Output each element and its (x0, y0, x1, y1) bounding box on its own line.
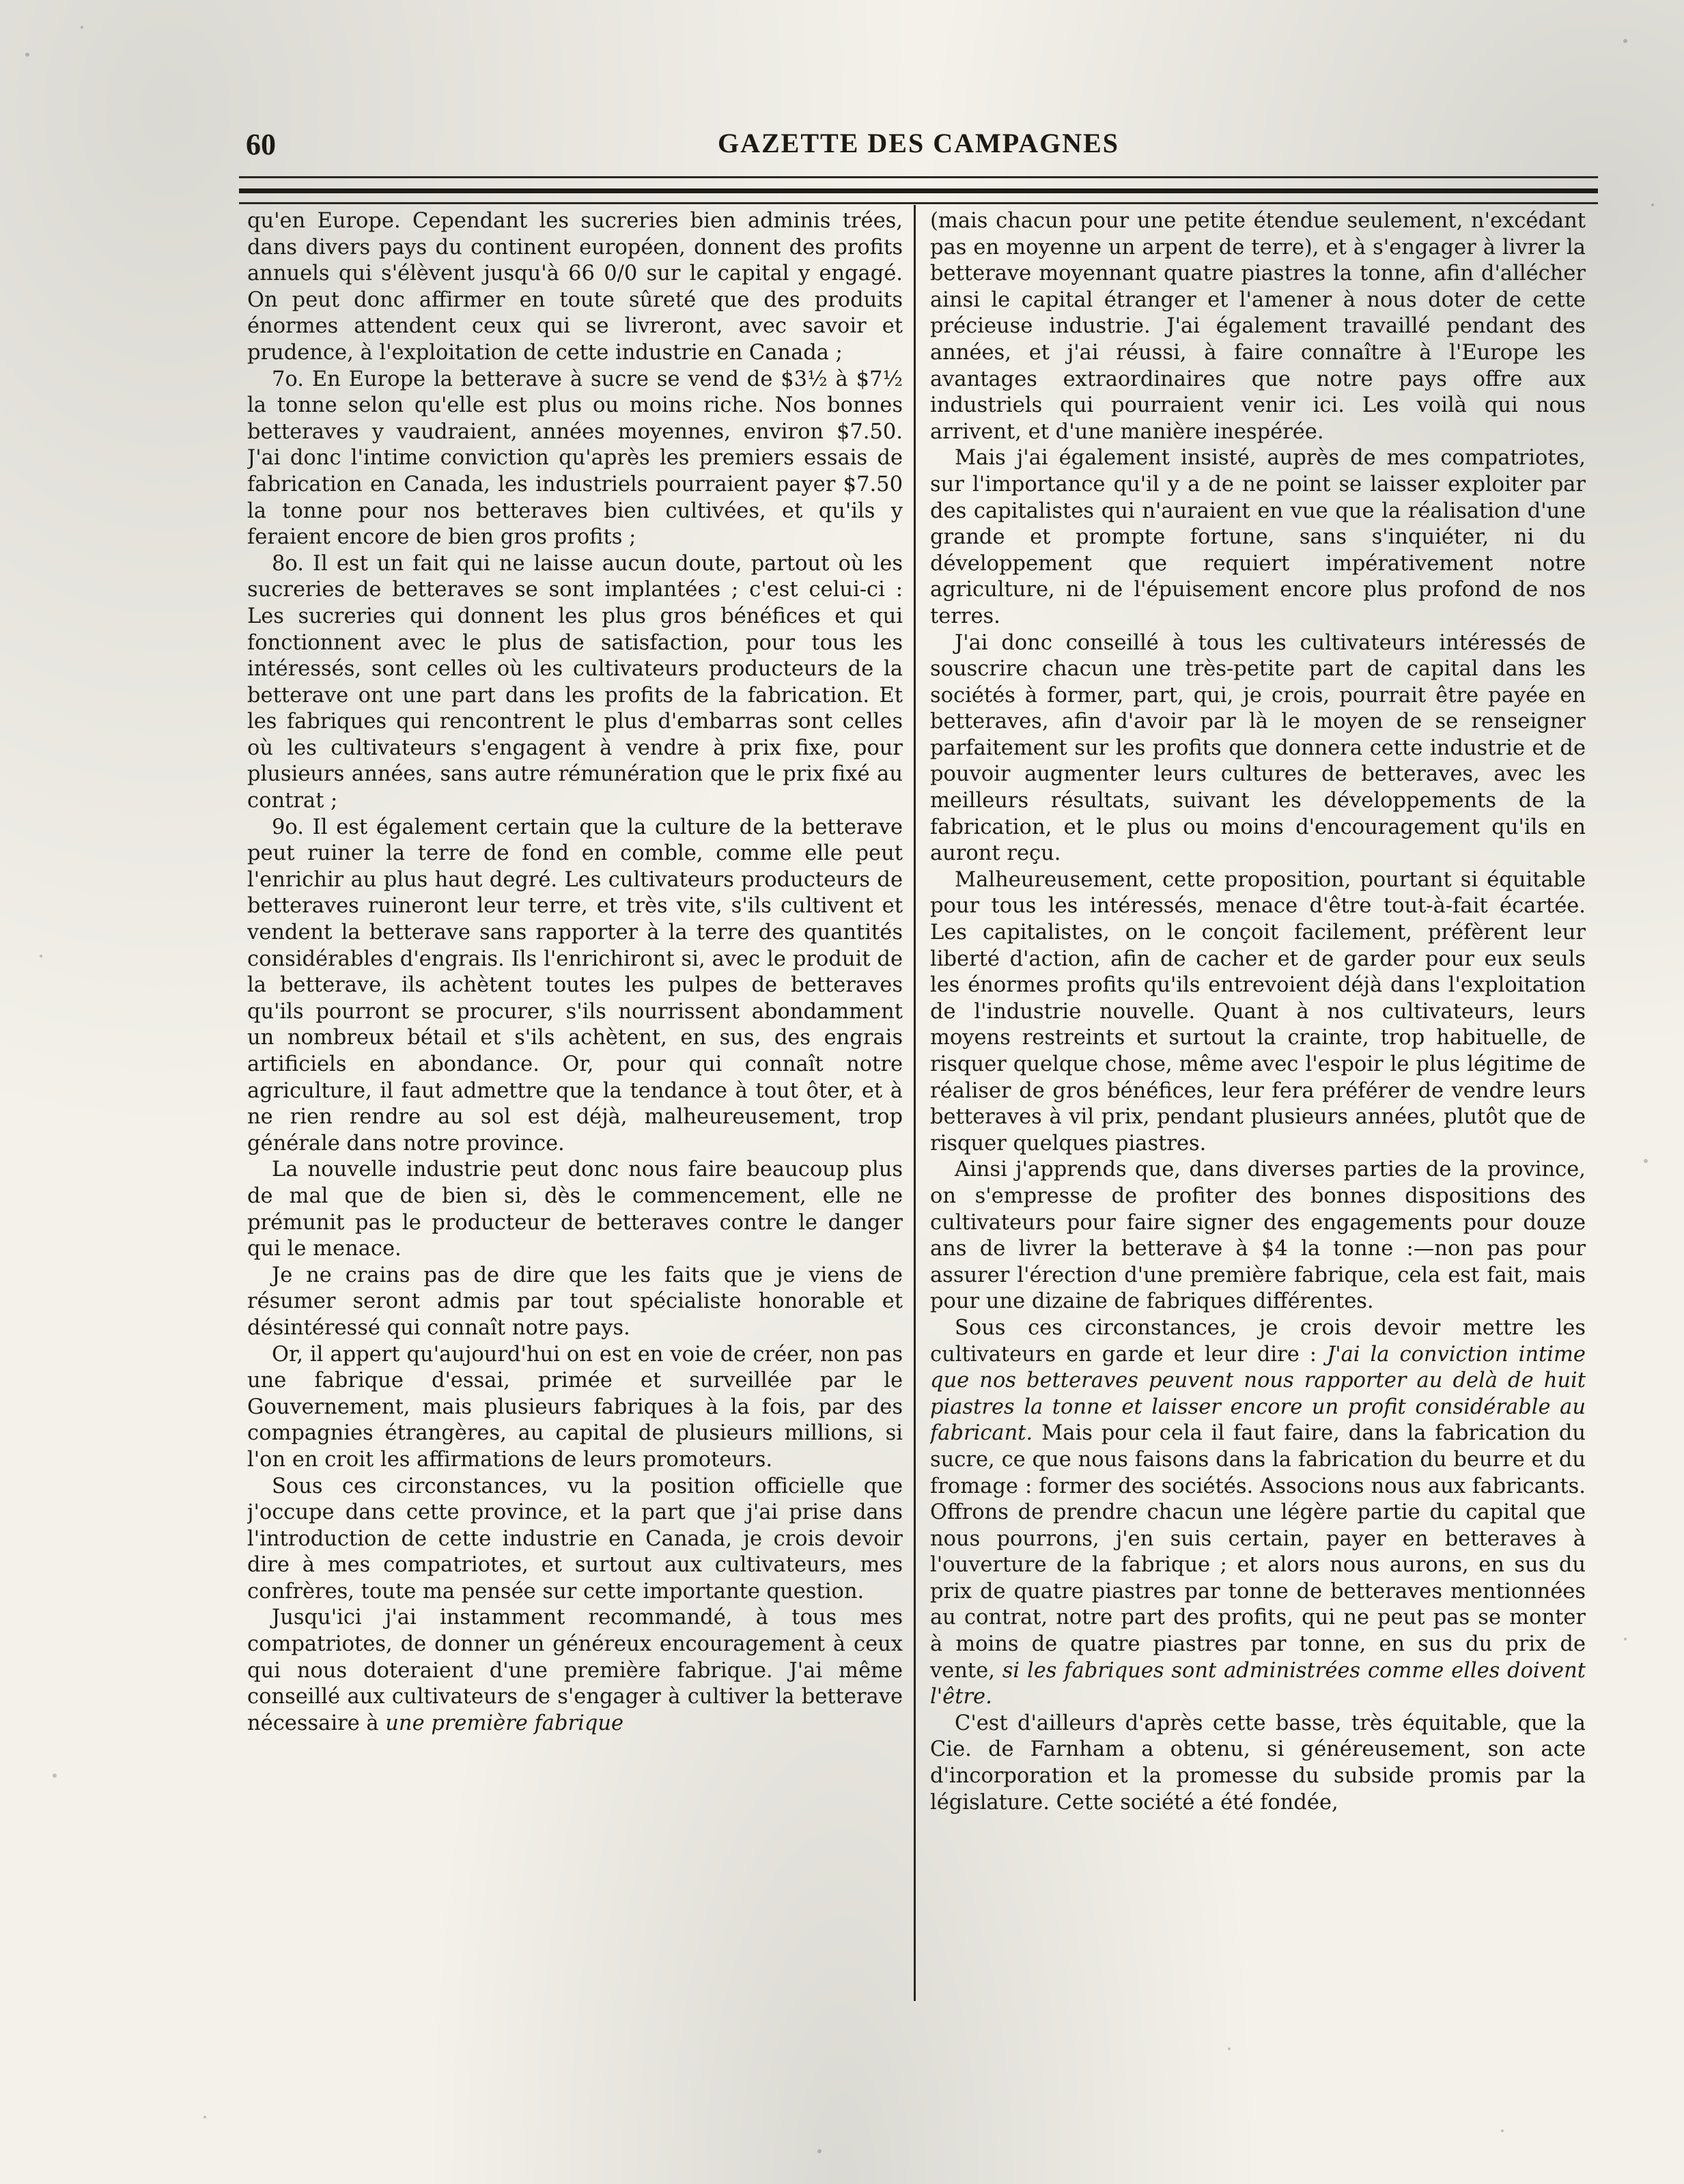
left-column (247, 208, 903, 1998)
paragraph-text: Sous ces circonstances, je crois devoir mettre les cultivateurs en garde et leur dire : (930, 1315, 1586, 1367)
italic-phrase: si les fabriques sont administrées comme elles doivent l'être. (930, 1658, 1586, 1709)
paragraph: C'est d'ailleurs d'après cette basse, très équitable, que la Cie. de Farnham a obtenu, si généreusement, son acte d'incorporation et la promesse du subside promis par la législature. Cette société a été fondée, (930, 1711, 1586, 1815)
header-rule-thick (239, 188, 1598, 193)
paragraph: Ainsi j'apprends que, dans diverses parties de la province, on s'empresse de profiter des bonnes dispositions des cultivateurs pour faire signer des engagements pour douze ans de livrer la betterave à $4 la tonne :—non pas pour assurer l'érection d'une première fabrique, cela est fait, mais pour une dizaine de fabriques différentes. (930, 1158, 1586, 1314)
header-rule-thin (239, 176, 1598, 178)
paragraph: Or, il appert qu'aujourd'hui on est en voie de créer, non pas une fabrique d'essai, primée et surveillée par le Gouvernement, mais plusieurs fabriques à la fois, par des compagnies étrangères, au capital de plusieurs millions, si l'on en croit les affirmations de leurs promoteurs. (247, 1342, 903, 1472)
paragraph: qu'en Europe. Cependant les sucreries bien adminis trées, dans divers pays du continent européen, donnent des profits annuels qui s'élèvent jusqu'à 66 0/0 sur le capital y engagé. On peut donc affirmer en toute sûreté que des produits énormes attendent ceux qui se livreront, avec savoir et prudence, à l'exploitation de cette industrie en Canada ; (247, 209, 903, 365)
page-header (239, 123, 1598, 171)
paragraph: 8o. Il est un fait qui ne laisse aucun doute, partout où les sucreries de betteraves se sont implantées ; c'est celui-ci : Les sucreries qui donnent les plus gros bénéfices et qui fonctionnent avec le plus de satisfaction, pour tous les intéressés, sont celles où les cultivateurs producteurs de la betterave ont une part dans les profits de la fabrication. Et les fabriques qui rencontrent le plus d'embarras sont celles où les cultivateurs s'engagent à vendre à prix fixe, pour plusieurs années, sans autre rémunération que le prix fixé au contrat ; (247, 551, 903, 813)
paragraph: Mais j'ai également insisté, auprès de mes compatriotes, sur l'importance qu'il y a de ne point se laisser exploiter par des capitalistes qui n'auraient en vue que la réalisation d'une grande et prompte fortune, sans s'inquiéter, ni du développement que requiert impérativement notre agriculture, ni de l'épuisement encore plus profond de nos terres. (930, 446, 1586, 628)
paragraph-text: Mais pour cela il faut faire, dans la fabrication du sucre, ce que nous faisons dans la fabrication du beurre et du fromage : former des sociétés. Associons nous aux fabricants. Offrons de prendre chacun une légère partie du capital que nous pourrons, j'en suis certain, payer en betteraves à l'ouverture de la fabrique ; et alors nous aurons, en sus du prix de quatre piastres par tonne de betteraves mentionnées au contrat, notre part des profits, qui ne peut pas se monter à moins de quatre piastres par tonne, en sus du prix de vente, (930, 1421, 1586, 1683)
paragraph: Je ne crains pas de dire que les faits que je viens de résumer seront admis par tout spécialiste honorable et désintéressé qui connaît notre pays. (247, 1263, 903, 1340)
column-divider (914, 205, 916, 2001)
paragraph: J'ai donc conseillé à tous les cultivateurs intéressés de souscrire chacun une très-petite part de capital dans les sociétés à former, part, qui, je crois, pourrait être payée en betteraves, afin d'avoir par là le moyen de se renseigner parfaitement sur les profits que donnera cette industrie et de pouvoir augmenter leurs cultures de betteraves, avec les meilleurs résultats, suivant les développements de la fabrication, et le plus ou moins d'encouragement qu'ils en auront reçu. (930, 630, 1586, 866)
paragraph-text: Jusqu'ici j'ai instamment recommandé, à tous mes compatriotes, de donner un généreux encouragement à ceux qui nous doteraient d'une première fabrique. J'ai même conseillé aux cultivateurs de s'engager à cultiver la betterave nécessaire à (247, 1606, 903, 1735)
italic-phrase: J'ai la conviction intime que nos betteraves peuvent nous rapporter au delà de huit piastres la tonne et laisser encore un profit considérable au fabricant. (930, 1342, 1586, 1446)
paragraph: Sous ces circonstances, vu la position officielle que j'occupe dans cette province, et la part que j'ai prise dans l'introduction de cette industrie en Canada, je crois devoir dire à mes compatriotes, et surtout aux cultivateurs, mes confrères, toute ma pensée sur cette importante question. (247, 1474, 903, 1604)
paragraph: 7o. En Europe la betterave à sucre se vend de $3½ à $7½ la tonne selon qu'elle est plus ou moins riche. Nos bonnes betteraves y vaudraient, années moyennes, environ $7.50. J'ai donc l'intime conviction qu'après les premiers essais de fabrication en Canada, les industriels pourraient payer $7.50 la tonne pour nos betteraves bien cultivées, et qu'ils y feraient encore de bien gros profits ; (247, 367, 903, 550)
journal-title: GAZETTE DES CAMPAGNES (717, 128, 1119, 158)
paragraph: 9o. Il est également certain que la culture de la betterave peut ruiner la terre de fond en comble, comme elle peut l'enrichir au plus haut degré. Les cultivateurs producteurs de betteraves ruineront leur terre, et très vite, s'ils cultivent et vendent la betterave sans rapporter à la terre des quantités considérables d'engrais. Ils l'enrichiront si, avec le produit de la betterave, ils achètent toutes les pulpes de betteraves qu'ils pourront se procurer, s'ils nourrissent abondamment un nombreux bétail et s'ils achètent, en sus, des engrais artificiels en abondance. Or, pour qui connaît notre agriculture, il faut admettre que la tendance à tout ôter, et à ne rien rendre au sol est déjà, malheureusement, trop générale dans notre province. (247, 815, 903, 1156)
paragraph: La nouvelle industrie peut donc nous faire beaucoup plus de mal que de bien si, dès le commencement, elle ne prémunit pas le producteur de betteraves contre le danger qui le menace. (247, 1158, 903, 1261)
italic-phrase: une première fabrique (385, 1711, 624, 1735)
paragraph: (mais chacun pour une petite étendue seulement, n'excédant pas en moyenne un arpent de terre), et à s'engager à livrer la betterave moyennant quatre piastres la tonne, afin d'allécher ainsi le capital étranger et l'amener à nous doter de cette précieuse industrie. J'ai également travaillé pendant des années, et j'ai réussi, à faire connaître à l'Europe les avantages extraordinaires que notre pays offre aux industriels qui pourraient venir ici. Les voilà qui nous arrivent, et d'une manière inespérée. (930, 209, 1586, 444)
paragraph (930, 1315, 1586, 1711)
header-rule-bottom (239, 202, 1598, 204)
page-number: 60 (246, 128, 276, 161)
paragraph: Malheureusement, cette proposition, pourtant si équitable pour tous les intéressés, menace d'être tout-à-fait écartée. Les capitalistes, on le conçoit facilement, préfèrent leur liberté d'action, afin de cacher et de garder pour eux seuls les énormes profits qu'ils entrevoient déjà dans l'exploitation de l'industrie nouvelle. Quant à nos cultivateurs, leurs moyens restreints et surtout la crainte, trop habituelle, de risquer quelque chose, même avec l'espoir le plus légitime de réaliser de gros bénéfices, leur fera préférer de vendre leurs betteraves à vil prix, pendant plusieurs années, plutôt que de risquer quelques piastres. (930, 867, 1586, 1156)
paragraph (247, 1605, 903, 1737)
right-column (930, 208, 1586, 1998)
